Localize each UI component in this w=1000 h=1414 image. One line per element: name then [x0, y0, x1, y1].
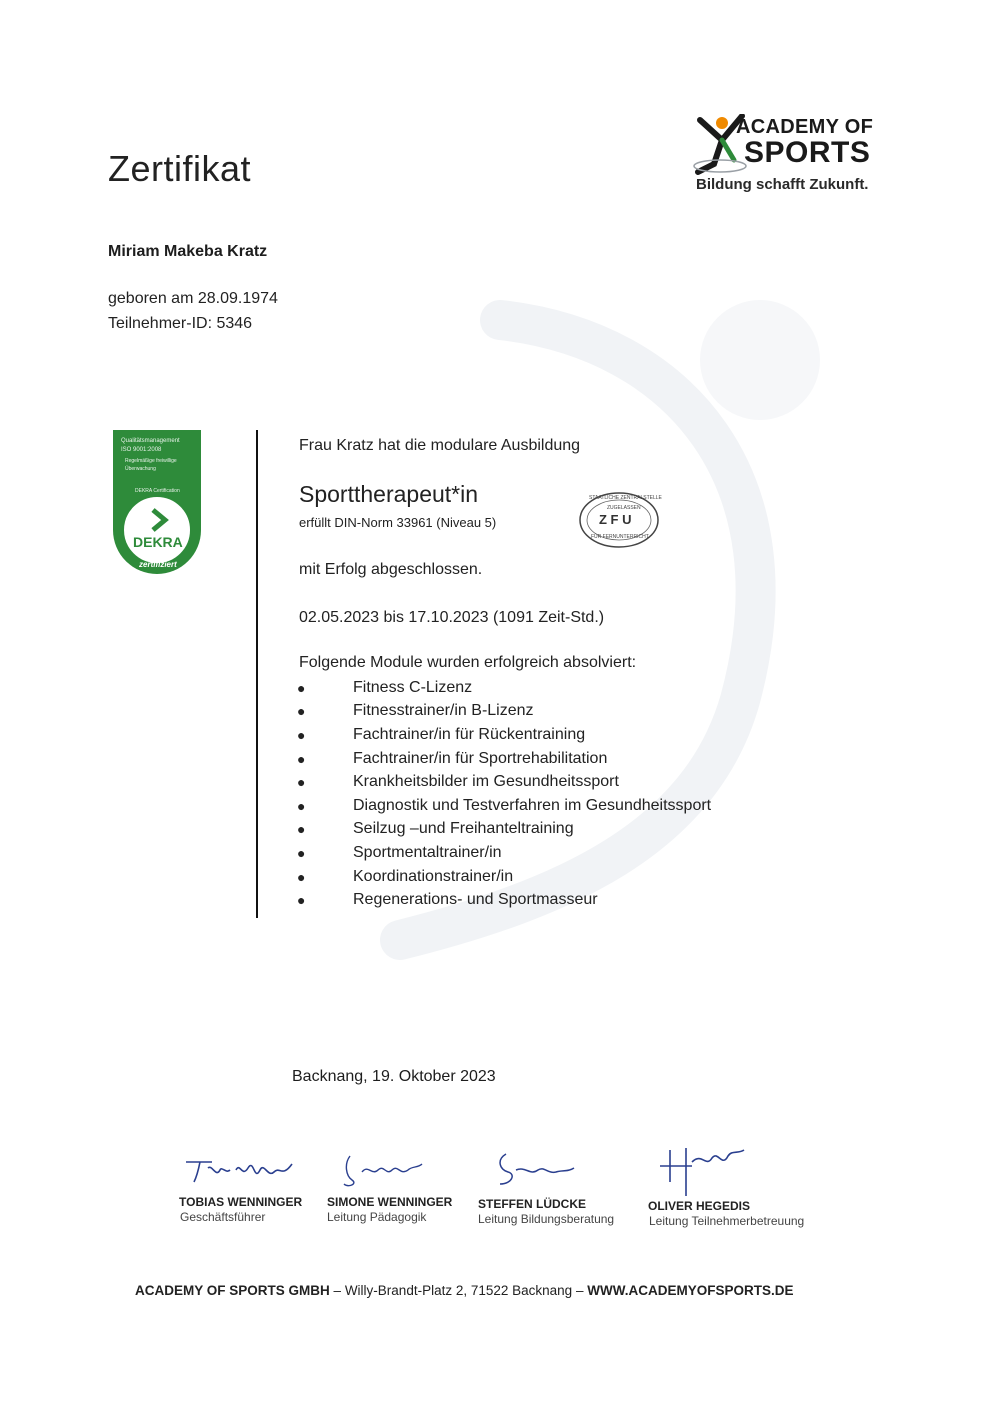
dekra-line-2: ISO 9001:2008 [121, 447, 162, 453]
signature-simone-wenninger [338, 1150, 428, 1190]
signatory-role: Leitung Teilnehmerbetreuung [649, 1214, 805, 1228]
course-period: 02.05.2023 bis 17.10.2023 (1091 Zeit-Std.) [299, 609, 605, 626]
signatory-role: Leitung Bildungsberatung [478, 1212, 615, 1226]
module-name: Fitness C-Lizenz [353, 678, 473, 696]
bullet-icon: ● [297, 703, 306, 720]
footer-separator: – [575, 1283, 584, 1298]
participant-id: Teilnehmer-ID: 5346 [108, 315, 253, 332]
signature-steffen-luedcke [486, 1150, 576, 1190]
dekra-ring-text: DEKRA Certification [135, 488, 180, 494]
bullet-icon: ● [297, 868, 306, 885]
list-item [297, 770, 711, 794]
module-name: Koordinationstrainer/in [353, 867, 514, 885]
list-item [297, 676, 711, 700]
course-result: mit Erfolg abgeschlossen. [299, 561, 483, 578]
bullet-icon: ● [297, 844, 306, 861]
signatory-name: OLIVER HEGEDIS [648, 1199, 751, 1213]
footer-address: Willy-Brandt-Platz 2, 71522 Backnang [344, 1283, 573, 1298]
module-name: Seilzug –und Freihanteltraining [353, 820, 574, 838]
signatory-role: Leitung Pädagogik [327, 1210, 427, 1224]
dekra-seal [113, 430, 201, 575]
module-name: Fachtrainer/in für Sportrehabilitation [353, 749, 608, 767]
course-name: Sporttherapeut*in [299, 481, 479, 507]
bullet-icon: ● [297, 774, 306, 791]
module-name: Fachtrainer/in für Rückentraining [353, 725, 586, 743]
dekra-label: zertifiziert [139, 560, 177, 569]
bullet-icon: ● [297, 679, 306, 696]
signature-oliver-hegedis [652, 1142, 752, 1202]
course-intro: Frau Kratz hat die modulare Ausbildung [299, 437, 581, 454]
module-name: Krankheitsbilder im Gesundheitssport [353, 773, 619, 791]
zfu-mid-text: ZUGELASSEN [607, 505, 641, 511]
signatory-name: TOBIAS WENNINGER [179, 1195, 303, 1209]
list-item [297, 818, 711, 842]
dekra-brand: DEKRA [133, 534, 183, 550]
module-name: Sportmentaltrainer/in [353, 843, 502, 861]
signatory-name: SIMONE WENNINGER [327, 1195, 453, 1209]
certificate-title: Zertifikat [108, 148, 252, 189]
signatory-name: STEFFEN LÜDCKE [478, 1197, 586, 1211]
footer [135, 1283, 793, 1298]
signatory-role: Geschäftsführer [180, 1210, 266, 1224]
dekra-line-4: Überwachung [125, 466, 156, 472]
footer-website[interactable]: WWW.ACADEMYOFSPORTS.DE [587, 1283, 794, 1298]
zfu-letters: Z F U [599, 512, 632, 527]
zfu-stamp [577, 490, 661, 550]
recipient-name: Miriam Makeba Kratz [108, 243, 268, 260]
list-item [297, 794, 711, 818]
list-item [297, 865, 711, 889]
list-item [297, 747, 711, 771]
bullet-icon: ● [297, 750, 306, 767]
modules-heading: Folgende Module wurden erfolgreich absolviert: [299, 654, 637, 671]
zfu-top-text: STAATLICHE ZENTRALSTELLE [589, 495, 662, 501]
footer-separator: – [333, 1283, 342, 1298]
modules-list [297, 676, 711, 912]
academy-logo [692, 112, 882, 197]
footer-company: ACADEMY OF SPORTS GMBH [135, 1283, 330, 1298]
vertical-divider [256, 430, 258, 918]
signature-tobias-wenninger [182, 1148, 302, 1188]
birth-date: geboren am 28.09.1974 [108, 290, 278, 307]
module-name: Fitnesstrainer/in B-Lizenz [353, 702, 534, 720]
logo-line-2: SPORTS [744, 136, 871, 169]
module-name: Regenerations- und Sportmasseur [353, 891, 598, 909]
dekra-line-3: Regelmäßige freiwillige [125, 458, 177, 464]
logo-line-1: ACADEMY OF [736, 116, 874, 138]
logo-tagline: Bildung schafft Zukunft. [696, 176, 869, 193]
dekra-line-1: Qualitätsmanagement [121, 438, 180, 444]
bullet-icon: ● [297, 892, 306, 909]
list-item [297, 888, 711, 912]
list-item [297, 841, 711, 865]
place-date: Backnang, 19. Oktober 2023 [292, 1068, 496, 1085]
list-item [297, 700, 711, 724]
list-item [297, 723, 711, 747]
bullet-icon: ● [297, 726, 306, 743]
zfu-bottom-text: FÜR FERNUNTERRICHT [591, 534, 649, 540]
bullet-icon: ● [297, 797, 306, 814]
module-name: Diagnostik und Testverfahren im Gesundheitssport [353, 796, 712, 814]
bullet-icon: ● [297, 821, 306, 838]
course-norm: erfüllt DIN-Norm 33961 (Niveau 5) [299, 515, 497, 530]
